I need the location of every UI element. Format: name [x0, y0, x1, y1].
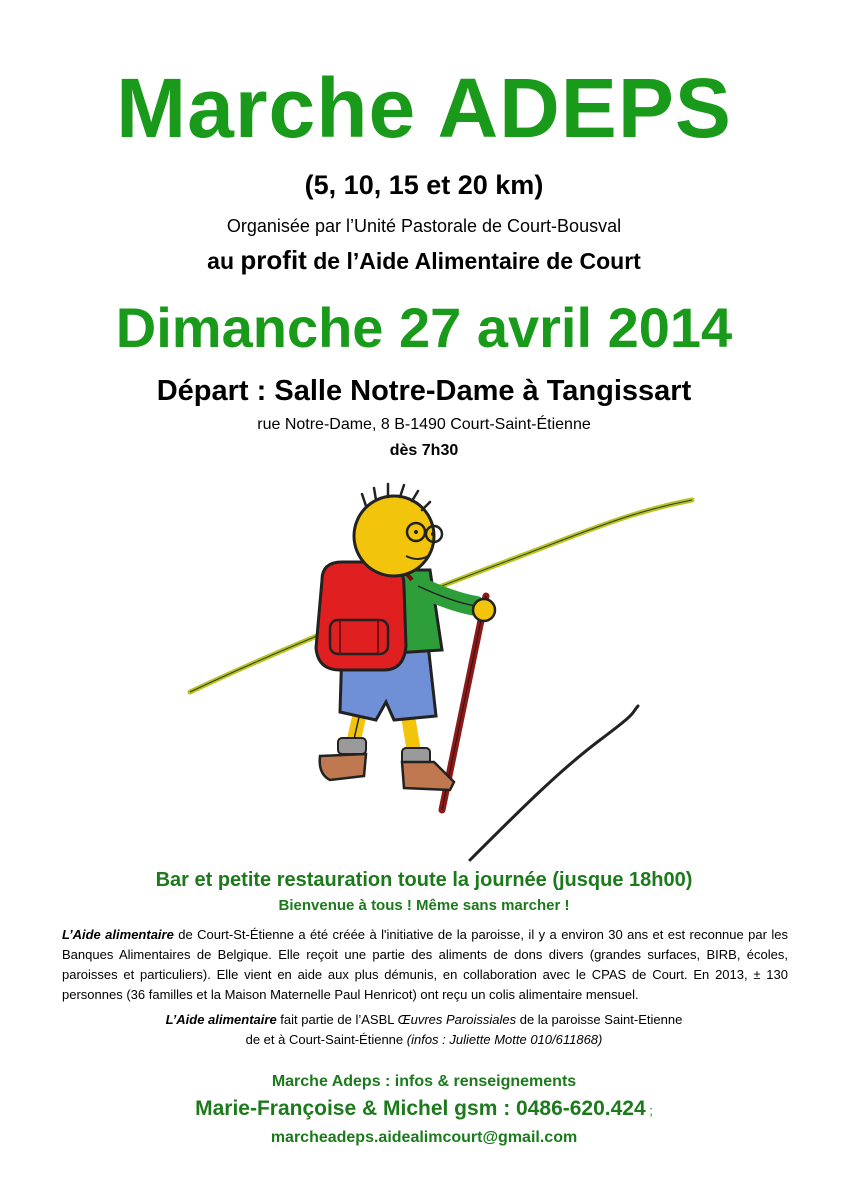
description-body: de Court-St-Étienne a été créée à l'initiative de la paroisse, il y a environ 30 ans et est reconnue par les Banques Alimentaires de Belgique. Elle reçoit une partie des aliments de dons divers (grandes surfaces, BIRB, écoles, paroisses et particuliers). Elle vient en aide aux plus démunis, en collaboration avec le CPAS de Court. En 2013, ± 130 personnes (36 familles et la Maison Maternelle Paul Henricot) ont reçu un colis alimentaire mensuel. — [62, 927, 788, 1002]
beneficiary-text — [0, 244, 848, 277]
bar-text: Bar et petite restauration toute la journée (jusque 18h00) — [155, 869, 693, 891]
contact-heading: Marche Adeps : infos & renseignements — [271, 1073, 577, 1090]
welcome-text: Bienvenue à tous ! Même sans marcher ! — [278, 897, 570, 914]
poster-title: Marche ADEPS — [116, 61, 732, 155]
description-paragraph — [62, 925, 788, 1005]
contact-email-link[interactable]: marcheadeps.aidealimcourt@gmail.com — [270, 1129, 578, 1146]
assoc-line2: de et à Court-Saint-Étienne — [245, 1032, 407, 1047]
start-time: dès 7h30 — [389, 442, 459, 459]
organizer-text: Organisée par l’Unité Pastorale de Court-Bousval — [226, 216, 622, 236]
event-date: Dimanche 27 avril 2014 — [115, 296, 733, 359]
address-text: rue Notre-Dame, 8 B-1490 Court-Saint-Étienne — [257, 416, 591, 433]
hiker-illustration-icon — [180, 470, 700, 870]
beneficiary-prefix: au — [207, 248, 241, 274]
assoc-mid: fait partie de l’ASBL — [276, 1012, 398, 1027]
beneficiary-profit: profit — [240, 245, 307, 275]
assoc-info: (infos : Juliette Motte 010/611868) — [406, 1032, 603, 1047]
assoc-lead: L’Aide alimentaire — [165, 1012, 277, 1027]
assoc-tail: de la paroisse Saint-Etienne — [516, 1012, 683, 1027]
contact-names — [0, 1094, 848, 1126]
assoc-name: Œuvres Paroissiales — [397, 1012, 517, 1027]
association-line-1 — [0, 1010, 848, 1030]
beneficiary-rest: de l’Aide Alimentaire de Court — [306, 248, 641, 274]
contact-names-text: Marie-Françoise & Michel gsm : 0486-620.424 — [195, 1097, 646, 1120]
departure-text: Départ : Salle Notre-Dame à Tangissart — [156, 375, 692, 407]
distances-text: (5, 10, 15 et 20 km) — [304, 170, 544, 200]
description-lead: L’Aide alimentaire — [62, 927, 174, 942]
association-line-2 — [0, 1030, 848, 1050]
contact-semicolon: ; — [645, 1103, 653, 1118]
